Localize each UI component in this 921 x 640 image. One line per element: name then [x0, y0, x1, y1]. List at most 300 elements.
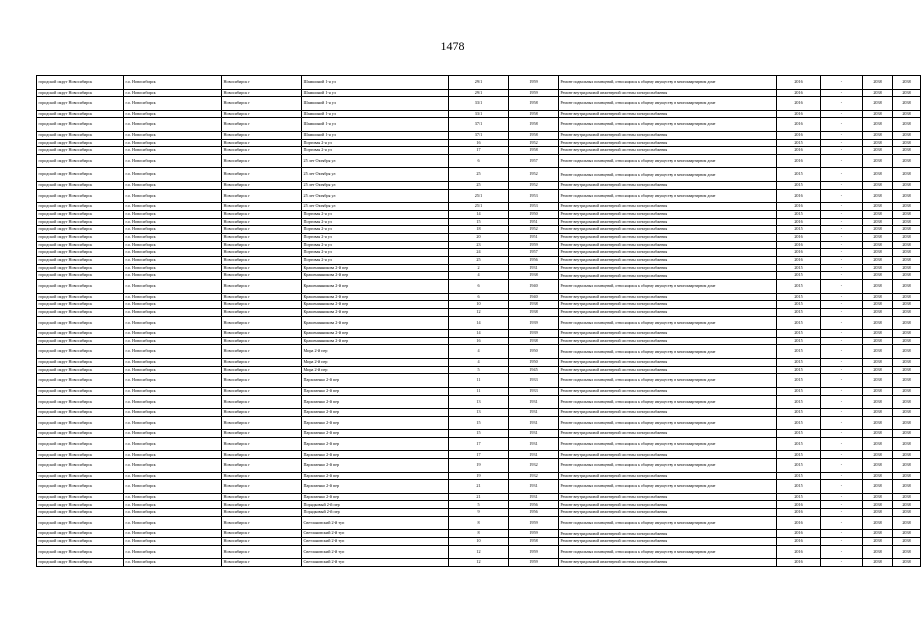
cell-year-start: 2016: [777, 118, 821, 132]
cell-work-type: Ремонт внутридомовой инженерной системы электроснабжения: [559, 226, 777, 234]
cell-dash: -: [821, 345, 863, 359]
cell-year-start: 2015: [777, 472, 821, 480]
cell-year: 1950: [509, 358, 559, 366]
cell-street: Пархоменко 2-й пер: [302, 416, 449, 430]
cell-dash: -: [821, 110, 863, 118]
cell-city: Новосибирск г: [222, 358, 302, 366]
cell-year: 1953: [509, 203, 559, 211]
cell-city: Новосибирск г: [222, 154, 302, 168]
cell-year-plan: 2038: [863, 472, 893, 480]
cell-year: 1951: [509, 233, 559, 241]
cell-year-end: 2038: [893, 249, 921, 257]
cell-dash: -: [821, 430, 863, 438]
cell-city: Новосибирск г: [222, 210, 302, 218]
cell-year-end: 2038: [893, 280, 921, 294]
cell-okrug: городской округ Новосибирск: [37, 118, 124, 132]
cell-house: 25/1: [449, 203, 509, 211]
cell-work-type: Ремонт внутридомовой инженерной системы электроснабжения: [559, 89, 777, 97]
cell-dash: -: [821, 76, 863, 90]
cell-house: 21: [449, 480, 509, 494]
cell-dash: -: [821, 181, 863, 189]
cell-work-type: Ремонт подвальных помещений, относящихся к общему имуществу в многоквартирном доме: [559, 516, 777, 530]
cell-municipality: г.о. Новосибирск: [124, 516, 222, 530]
cell-dash: -: [821, 459, 863, 473]
cell-year-end: 2038: [893, 472, 921, 480]
table-row: [37, 147, 921, 155]
cell-house: 33/1: [449, 97, 509, 111]
cell-dash: -: [821, 147, 863, 155]
cell-year-end: 2038: [893, 437, 921, 451]
cell-city: Новосибирск г: [222, 480, 302, 494]
cell-okrug: городской округ Новосибирск: [37, 280, 124, 294]
cell-city: Новосибирск г: [222, 118, 302, 132]
cell-dash: -: [821, 451, 863, 459]
cell-year-end: 2038: [893, 264, 921, 272]
cell-dash: -: [821, 366, 863, 374]
cell-year-end: 2038: [893, 430, 921, 438]
cell-year-end: 2038: [893, 203, 921, 211]
cell-house: 6: [449, 154, 509, 168]
cell-okrug: городской округ Новосибирск: [37, 387, 124, 395]
cell-street: Шамшиной 1-я ул: [302, 97, 449, 111]
table-row: [37, 233, 921, 241]
cell-year: 1939: [509, 316, 559, 330]
cell-work-type: Ремонт внутридомовой инженерной системы электроснабжения: [559, 293, 777, 301]
cell-work-type: Ремонт внутридомовой инженерной системы электроснабжения: [559, 430, 777, 438]
cell-okrug: городской округ Новосибирск: [37, 256, 124, 264]
cell-municipality: г.о. Новосибирск: [124, 76, 222, 90]
cell-year-end: 2038: [893, 189, 921, 203]
cell-dash: -: [821, 189, 863, 203]
cell-dash: -: [821, 218, 863, 226]
cell-work-type: Ремонт внутридомовой инженерной системы электроснабжения: [559, 509, 777, 517]
cell-municipality: г.о. Новосибирск: [124, 189, 222, 203]
cell-street: Мира 2-й пер: [302, 366, 449, 374]
cell-dash: -: [821, 131, 863, 139]
cell-okrug: городской округ Новосибирск: [37, 409, 124, 417]
cell-okrug: городской округ Новосибирск: [37, 509, 124, 517]
cell-city: Новосибирск г: [222, 272, 302, 280]
cell-house: 2: [449, 264, 509, 272]
cell-city: Новосибирск г: [222, 139, 302, 147]
cell-city: Новосибирск г: [222, 501, 302, 509]
cell-city: Новосибирск г: [222, 147, 302, 155]
cell-dash: -: [821, 509, 863, 517]
cell-dash: -: [821, 316, 863, 330]
cell-municipality: г.о. Новосибирск: [124, 293, 222, 301]
cell-dash: -: [821, 387, 863, 395]
cell-work-type: Ремонт подвальных помещений, относящихся к общему имуществу в многоквартирном доме: [559, 168, 777, 182]
cell-work-type: Ремонт внутридомовой инженерной системы электроснабжения: [559, 387, 777, 395]
cell-municipality: г.о. Новосибирск: [124, 316, 222, 330]
cell-street: Крашенинникова 2-й пер: [302, 272, 449, 280]
cell-year-start: 2015: [777, 330, 821, 338]
cell-year: 1956: [509, 509, 559, 517]
cell-year-plan: 2038: [863, 430, 893, 438]
cell-year-end: 2038: [893, 76, 921, 90]
cell-okrug: городской округ Новосибирск: [37, 480, 124, 494]
cell-work-type: Ремонт подвальных помещений, относящихся к общему имуществу в многоквартирном доме: [559, 189, 777, 203]
cell-okrug: городской округ Новосибирск: [37, 559, 124, 567]
cell-municipality: г.о. Новосибирск: [124, 374, 222, 388]
cell-year-start: 2016: [777, 545, 821, 559]
cell-okrug: городской округ Новосибирск: [37, 168, 124, 182]
cell-dash: -: [821, 118, 863, 132]
cell-street: Крашенинникова 2-й пер: [302, 264, 449, 272]
cell-work-type: Ремонт внутридомовой инженерной системы электроснабжения: [559, 301, 777, 309]
cell-street: Пархоменко 2-й пер: [302, 459, 449, 473]
cell-house: 11: [449, 387, 509, 395]
cell-municipality: г.о. Новосибирск: [124, 409, 222, 417]
cell-street: Светлановский 2-й туп: [302, 559, 449, 567]
cell-year: 1938: [509, 272, 559, 280]
cell-okrug: городской округ Новосибирск: [37, 264, 124, 272]
cell-year: 1940: [509, 280, 559, 294]
table-row: [37, 472, 921, 480]
cell-year-plan: 2038: [863, 451, 893, 459]
cell-house: 20: [449, 233, 509, 241]
cell-year: 1931: [509, 416, 559, 430]
cell-year-start: 2016: [777, 218, 821, 226]
cell-street: Крашенинникова 2-й пер: [302, 337, 449, 345]
table-row: [37, 272, 921, 280]
cell-okrug: городской округ Новосибирск: [37, 272, 124, 280]
cell-work-type: Ремонт внутридомовой инженерной системы электроснабжения: [559, 559, 777, 567]
cell-municipality: г.о. Новосибирск: [124, 337, 222, 345]
cell-okrug: городской округ Новосибирск: [37, 530, 124, 538]
cell-municipality: г.о. Новосибирск: [124, 301, 222, 309]
cell-year: 1952: [509, 139, 559, 147]
cell-city: Новосибирск г: [222, 280, 302, 294]
cell-work-type: Ремонт внутридомовой инженерной системы электроснабжения: [559, 131, 777, 139]
cell-municipality: г.о. Новосибирск: [124, 97, 222, 111]
table-row: [37, 218, 921, 226]
cell-municipality: г.о. Новосибирск: [124, 501, 222, 509]
cell-year-start: 2016: [777, 76, 821, 90]
cell-year: 1951: [509, 218, 559, 226]
cell-year: 1958: [509, 131, 559, 139]
cell-year-end: 2038: [893, 416, 921, 430]
cell-year: 1932: [509, 459, 559, 473]
cell-city: Новосибирск г: [222, 530, 302, 538]
cell-city: Новосибирск г: [222, 316, 302, 330]
cell-dash: -: [821, 374, 863, 388]
cell-year: 1959: [509, 89, 559, 97]
cell-dash: -: [821, 241, 863, 249]
cell-okrug: городской округ Новосибирск: [37, 374, 124, 388]
cell-year: 1952: [509, 181, 559, 189]
cell-work-type: Ремонт внутридомовой инженерной системы электроснабжения: [559, 147, 777, 155]
cell-city: Новосибирск г: [222, 493, 302, 501]
cell-dash: -: [821, 501, 863, 509]
cell-year-start: 2015: [777, 374, 821, 388]
cell-house: 6: [449, 293, 509, 301]
cell-dash: -: [821, 301, 863, 309]
cell-municipality: г.о. Новосибирск: [124, 272, 222, 280]
cell-street: Портовая 2-я ул: [302, 226, 449, 234]
cell-year-end: 2038: [893, 409, 921, 417]
cell-year-plan: 2038: [863, 409, 893, 417]
cell-dash: -: [821, 97, 863, 111]
cell-year-plan: 2038: [863, 241, 893, 249]
cell-house: 21: [449, 493, 509, 501]
cell-municipality: г.о. Новосибирск: [124, 264, 222, 272]
cell-dash: -: [821, 493, 863, 501]
cell-okrug: городской округ Новосибирск: [37, 89, 124, 97]
cell-okrug: городской округ Новосибирск: [37, 147, 124, 155]
cell-municipality: г.о. Новосибирск: [124, 89, 222, 97]
cell-work-type: Ремонт внутридомовой инженерной системы электроснабжения: [559, 203, 777, 211]
cell-house: 37/1: [449, 131, 509, 139]
table-row: [37, 395, 921, 409]
cell-street: Портовая 2-я ул: [302, 256, 449, 264]
table-row: [37, 530, 921, 538]
cell-city: Новосибирск г: [222, 293, 302, 301]
cell-year-start: 2015: [777, 409, 821, 417]
cell-year-start: 2015: [777, 293, 821, 301]
cell-year: 1952: [509, 226, 559, 234]
cell-street: 25 лет Октября ул: [302, 189, 449, 203]
cell-year-end: 2038: [893, 358, 921, 366]
cell-municipality: г.о. Новосибирск: [124, 147, 222, 155]
cell-municipality: г.о. Новосибирск: [124, 139, 222, 147]
cell-house: 13: [449, 395, 509, 409]
cell-work-type: Ремонт внутридомовой инженерной системы электроснабжения: [559, 241, 777, 249]
table-row: [37, 308, 921, 316]
cell-dash: -: [821, 210, 863, 218]
cell-year-plan: 2038: [863, 530, 893, 538]
cell-dash: -: [821, 330, 863, 338]
cell-city: Новосибирск г: [222, 366, 302, 374]
cell-year: 1957: [509, 249, 559, 257]
page-number: 1478: [440, 39, 465, 53]
cell-municipality: г.о. Новосибирск: [124, 233, 222, 241]
cell-work-type: Ремонт внутридомовой инженерной системы электроснабжения: [559, 330, 777, 338]
cell-year-plan: 2038: [863, 345, 893, 359]
cell-municipality: г.о. Новосибирск: [124, 395, 222, 409]
cell-street: Светлановский 2-й туп: [302, 530, 449, 538]
cell-year: 1956: [509, 501, 559, 509]
cell-work-type: Ремонт подвальных помещений, относящихся к общему имуществу в многоквартирном доме: [559, 480, 777, 494]
cell-work-type: Ремонт внутридомовой инженерной системы электроснабжения: [559, 538, 777, 546]
cell-dash: -: [821, 538, 863, 546]
cell-okrug: городской округ Новосибирск: [37, 451, 124, 459]
cell-year-start: 2016: [777, 256, 821, 264]
cell-okrug: городской округ Новосибирск: [37, 233, 124, 241]
cell-street: 25 лет Октября ул: [302, 168, 449, 182]
cell-house: 15: [449, 218, 509, 226]
cell-year: 1931: [509, 264, 559, 272]
cell-year-plan: 2038: [863, 559, 893, 567]
cell-year-plan: 2038: [863, 416, 893, 430]
cell-municipality: г.о. Новосибирск: [124, 559, 222, 567]
cell-city: Новосибирск г: [222, 545, 302, 559]
cell-house: 5: [449, 501, 509, 509]
cell-work-type: Ремонт внутридомовой инженерной системы электроснабжения: [559, 272, 777, 280]
cell-year-start: 2015: [777, 480, 821, 494]
cell-year-plan: 2038: [863, 366, 893, 374]
cell-street: Крашенинникова 2-й пер: [302, 301, 449, 309]
cell-city: Новосибирск г: [222, 97, 302, 111]
cell-year: 1959: [509, 76, 559, 90]
table-row: [37, 538, 921, 546]
cell-year-end: 2038: [893, 374, 921, 388]
cell-street: Шамшиной 1-я ул: [302, 118, 449, 132]
cell-house: 14: [449, 330, 509, 338]
cell-city: Новосибирск г: [222, 345, 302, 359]
table-row: [37, 337, 921, 345]
cell-city: Новосибирск г: [222, 189, 302, 203]
cell-year-plan: 2038: [863, 387, 893, 395]
cell-year-end: 2038: [893, 559, 921, 567]
cell-year: 1958: [509, 97, 559, 111]
cell-street: Пархоменко 2-й пер: [302, 437, 449, 451]
cell-year-end: 2038: [893, 110, 921, 118]
cell-year: 1940: [509, 293, 559, 301]
cell-dash: -: [821, 409, 863, 417]
table-row: [37, 264, 921, 272]
cell-street: Пархоменко 2-й пер: [302, 409, 449, 417]
cell-year-start: 2016: [777, 189, 821, 203]
cell-year-end: 2038: [893, 293, 921, 301]
cell-municipality: г.о. Новосибирск: [124, 168, 222, 182]
table-row: [37, 509, 921, 517]
cell-street: Мира 2-й пер: [302, 345, 449, 359]
cell-year: 1938: [509, 337, 559, 345]
cell-work-type: Ремонт подвальных помещений, относящихся к общему имуществу в многоквартирном доме: [559, 545, 777, 559]
table-row: [37, 241, 921, 249]
cell-municipality: г.о. Новосибирск: [124, 210, 222, 218]
cell-city: Новосибирск г: [222, 395, 302, 409]
cell-year-plan: 2038: [863, 131, 893, 139]
cell-okrug: городской округ Новосибирск: [37, 131, 124, 139]
cell-year-plan: 2038: [863, 233, 893, 241]
cell-municipality: г.о. Новосибирск: [124, 203, 222, 211]
cell-work-type: Ремонт внутридомовой инженерной системы электроснабжения: [559, 233, 777, 241]
cell-year-end: 2038: [893, 451, 921, 459]
cell-street: Светлановский 2-й туп: [302, 538, 449, 546]
cell-dash: -: [821, 89, 863, 97]
cell-year-end: 2038: [893, 154, 921, 168]
cell-year-start: 2015: [777, 308, 821, 316]
cell-year-plan: 2038: [863, 218, 893, 226]
cell-street: Пархоменко 2-й пер: [302, 387, 449, 395]
cell-year-start: 2015: [777, 316, 821, 330]
cell-year: 1958: [509, 147, 559, 155]
cell-okrug: городской округ Новосибирск: [37, 345, 124, 359]
cell-dash: -: [821, 472, 863, 480]
cell-street: Пархоменко 2-й пер: [302, 430, 449, 438]
table-row: [37, 493, 921, 501]
cell-work-type: Ремонт внутридомовой инженерной системы электроснабжения: [559, 110, 777, 118]
cell-year: 1953: [509, 189, 559, 203]
cell-dash: -: [821, 337, 863, 345]
cell-city: Новосибирск г: [222, 301, 302, 309]
cell-work-type: Ремонт внутридомовой инженерной системы электроснабжения: [559, 308, 777, 316]
cell-street: Порядковый 2-й пер: [302, 501, 449, 509]
cell-year: 1931: [509, 451, 559, 459]
cell-work-type: Ремонт внутридомовой инженерной системы электроснабжения: [559, 210, 777, 218]
cell-city: Новосибирск г: [222, 374, 302, 388]
cell-year-plan: 2038: [863, 280, 893, 294]
cell-city: Новосибирск г: [222, 226, 302, 234]
table-row: [37, 280, 921, 294]
cell-okrug: городской округ Новосибирск: [37, 459, 124, 473]
cell-municipality: г.о. Новосибирск: [124, 538, 222, 546]
cell-year-plan: 2038: [863, 516, 893, 530]
cell-year: 1931: [509, 480, 559, 494]
cell-work-type: Ремонт подвальных помещений, относящихся к общему имуществу в многоквартирном доме: [559, 280, 777, 294]
cell-dash: -: [821, 154, 863, 168]
cell-year-start: 2015: [777, 280, 821, 294]
cell-year-end: 2038: [893, 89, 921, 97]
cell-year-plan: 2038: [863, 374, 893, 388]
cell-okrug: городской округ Новосибирск: [37, 308, 124, 316]
cell-year-plan: 2038: [863, 249, 893, 257]
cell-year-plan: 2038: [863, 139, 893, 147]
cell-city: Новосибирск г: [222, 256, 302, 264]
cell-year: 1950: [509, 345, 559, 359]
cell-year-start: 2016: [777, 147, 821, 155]
cell-house: 15: [449, 430, 509, 438]
table-row: [37, 451, 921, 459]
cell-municipality: г.о. Новосибирск: [124, 387, 222, 395]
cell-street: Портовая 2-я ул: [302, 210, 449, 218]
cell-year-end: 2038: [893, 226, 921, 234]
cell-house: 23: [449, 241, 509, 249]
cell-city: Новосибирск г: [222, 387, 302, 395]
cell-year-end: 2038: [893, 337, 921, 345]
cell-dash: -: [821, 480, 863, 494]
cell-year-plan: 2038: [863, 437, 893, 451]
cell-okrug: городской округ Новосибирск: [37, 430, 124, 438]
cell-house: 13: [449, 409, 509, 417]
table-row: [37, 118, 921, 132]
cell-dash: -: [821, 308, 863, 316]
cell-year: 1959: [509, 516, 559, 530]
cell-municipality: г.о. Новосибирск: [124, 226, 222, 234]
cell-okrug: городской округ Новосибирск: [37, 301, 124, 309]
cell-work-type: Ремонт внутридомовой инженерной системы электроснабжения: [559, 181, 777, 189]
cell-house: 29/1: [449, 89, 509, 97]
cell-dash: -: [821, 280, 863, 294]
table-row: [37, 409, 921, 417]
cell-year-start: 2015: [777, 226, 821, 234]
cell-city: Новосибирск г: [222, 516, 302, 530]
cell-city: Новосибирск г: [222, 203, 302, 211]
cell-house: 33/1: [449, 110, 509, 118]
table-row: [37, 139, 921, 147]
cell-municipality: г.о. Новосибирск: [124, 249, 222, 257]
cell-house: 14: [449, 316, 509, 330]
cell-house: 4: [449, 358, 509, 366]
cell-year-start: 2015: [777, 345, 821, 359]
cell-year-start: 2015: [777, 301, 821, 309]
cell-year-start: 2015: [777, 337, 821, 345]
cell-street: Крашенинникова 2-й пер: [302, 308, 449, 316]
cell-year-end: 2038: [893, 493, 921, 501]
cell-year-plan: 2038: [863, 272, 893, 280]
cell-street: Пархоменко 2-й пер: [302, 374, 449, 388]
cell-year-plan: 2038: [863, 226, 893, 234]
cell-municipality: г.о. Новосибирск: [124, 131, 222, 139]
table-row: [37, 358, 921, 366]
cell-work-type: Ремонт подвальных помещений, относящихся к общему имуществу в многоквартирном доме: [559, 345, 777, 359]
cell-year-end: 2038: [893, 168, 921, 182]
cell-house: 14: [449, 210, 509, 218]
cell-street: Пархоменко 2-й пер: [302, 493, 449, 501]
cell-work-type: Ремонт внутридомовой инженерной системы электроснабжения: [559, 264, 777, 272]
